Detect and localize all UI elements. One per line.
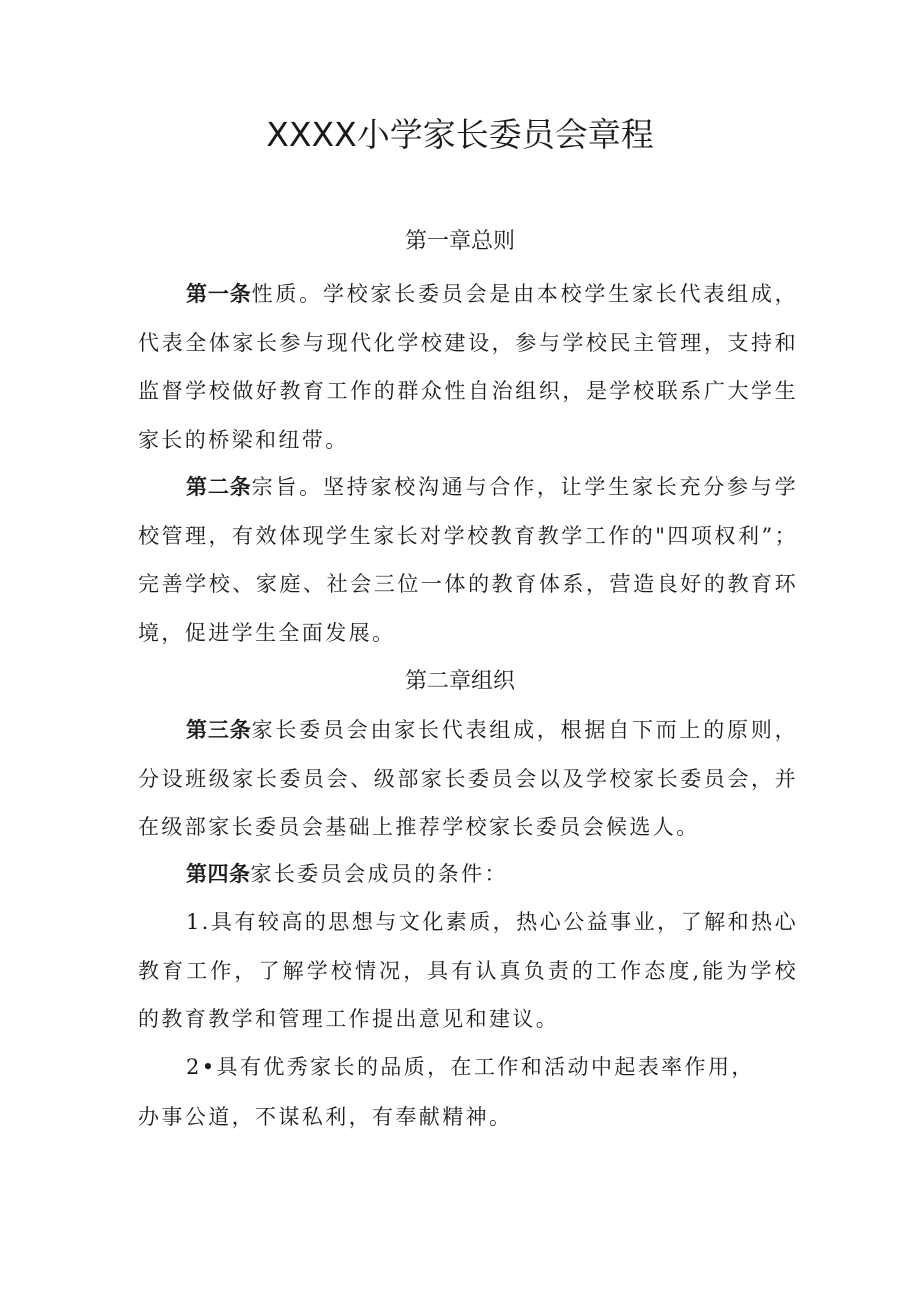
article-paragraph <box>138 850 798 899</box>
article-text: 宗旨。坚持家校沟通与合作，让学生家长充分参与学校管理，有效体现学生家长对学校教育教学工作的"四项权利”；完善学校、家庭、社会三位一体的教育体系，营造良好的教育环境，促进学生全面发展。 <box>138 475 799 645</box>
condition-item: 1.具有较高的思想与文化素质，热心公益事业，了解和热心教育工作，了解学校情况，具有认真负责的工作态度,能为学校的教育教学和管理工作提出意见和建议。 <box>138 910 798 1031</box>
article-label: 第二条 <box>186 475 252 499</box>
chapter-heading-organization: 第二章组织 <box>404 669 515 694</box>
article-paragraph <box>138 270 798 464</box>
chapter-heading-general: 第一章总则 <box>404 229 515 254</box>
article-label: 第三条 <box>186 718 252 742</box>
article-paragraph <box>138 706 798 852</box>
article-label: 第一条 <box>186 282 252 306</box>
condition-item-line: 办事公道，不谋私利，有奉献精神。 <box>138 1105 513 1129</box>
article-text: 性质。学校家长委员会是由本校学生家长代表组成，代表全体家长参与现代化学校建设，参与学校民主管理，支持和监督学校做好教育工作的群众性自治组织，是学校联系广大学生家长的桥梁和纽带。 <box>138 282 799 452</box>
article-paragraph <box>138 463 798 657</box>
article-text: 家长委员会由家长代表组成，根据自下而上的原则，分设班级家长委员会、级部家长委员会以及学校家长委员会，并在级部家长委员会基础上推荐学校家长委员会候选人。 <box>138 718 799 839</box>
article-text: 家长委员会成员的条件： <box>250 862 508 886</box>
condition-item-line: 2•具有优秀家长的品质，在工作和活动中起表率作用， <box>186 1055 755 1079</box>
article-label: 第四条 <box>186 862 251 886</box>
document-title: XXXX小学家长委员会章程 <box>266 115 654 154</box>
